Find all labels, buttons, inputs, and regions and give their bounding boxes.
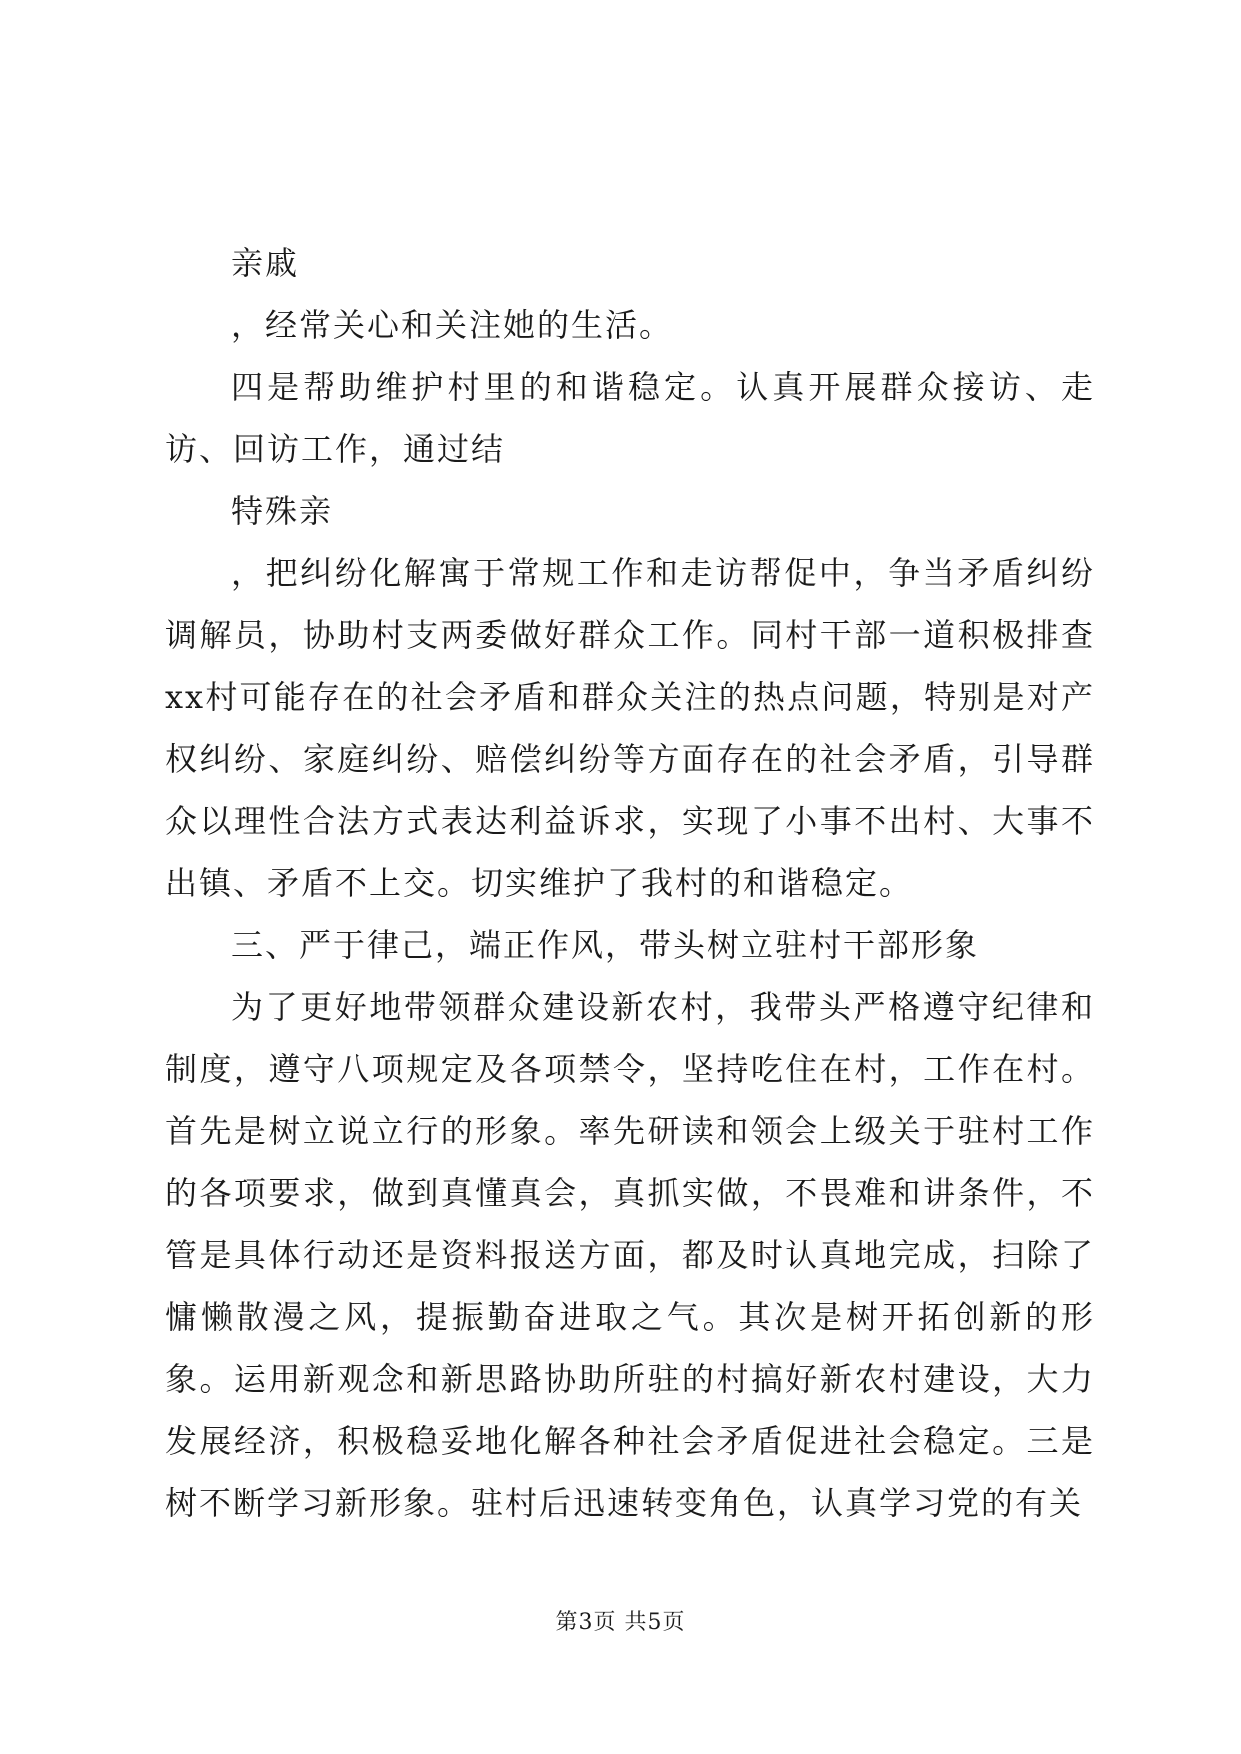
section-heading: 三、严于律己，端正作风，带头树立驻村干部形象 bbox=[231, 926, 980, 964]
document-body bbox=[165, 232, 1095, 1534]
paragraph-4: 特殊亲 bbox=[231, 492, 334, 530]
paragraph-5: ，把纠纷化解寓于常规工作和走访帮促中，争当矛盾纠纷调解员，协助村支两委做好群众工作。同村干部一道积极排查xx村可能存在的社会矛盾和群众关注的热点问题，特别是对产权纠纷、家庭纠纷、赔偿纠纷等方面存在的社会矛盾，引导群众以理性合法方式表达利益诉求，实现了小事不出村、大事不出镇、矛盾不上交。切实维护了我村的和谐稳定。 bbox=[165, 554, 1095, 902]
paragraph-2: ，经常关心和关注她的生活。 bbox=[231, 306, 674, 344]
paragraph-1: 亲戚 bbox=[231, 244, 300, 282]
page-number-footer: 第3页 共5页 bbox=[555, 1610, 686, 1635]
paragraph-7: 为了更好地带领群众建设新农村，我带头严格遵守纪律和制度，遵守八项规定及各项禁令，坚持吃住在村，工作在村。首先是树立说立行的形象。率先研读和领会上级关于驻村工作的各项要求，做到真懂真会，真抓实做，不畏难和讲条件，不管是具体行动还是资料报送方面，都及时认真地完成，扫除了慵懒散漫之风，提振勤奋进取之气。其次是树开拓创新的形象。运用新观念和新思路协助所驻的村搞好新农村建设，大力发展经济，积极稳妥地化解各种社会矛盾促进社会稳定。三是树不断学习新形象。驻村后迅速转变角色，认真学习党的有关 bbox=[165, 988, 1095, 1522]
paragraph-3: 四是帮助维护村里的和谐稳定。认真开展群众接访、走访、回访工作，通过结 bbox=[165, 368, 1095, 468]
